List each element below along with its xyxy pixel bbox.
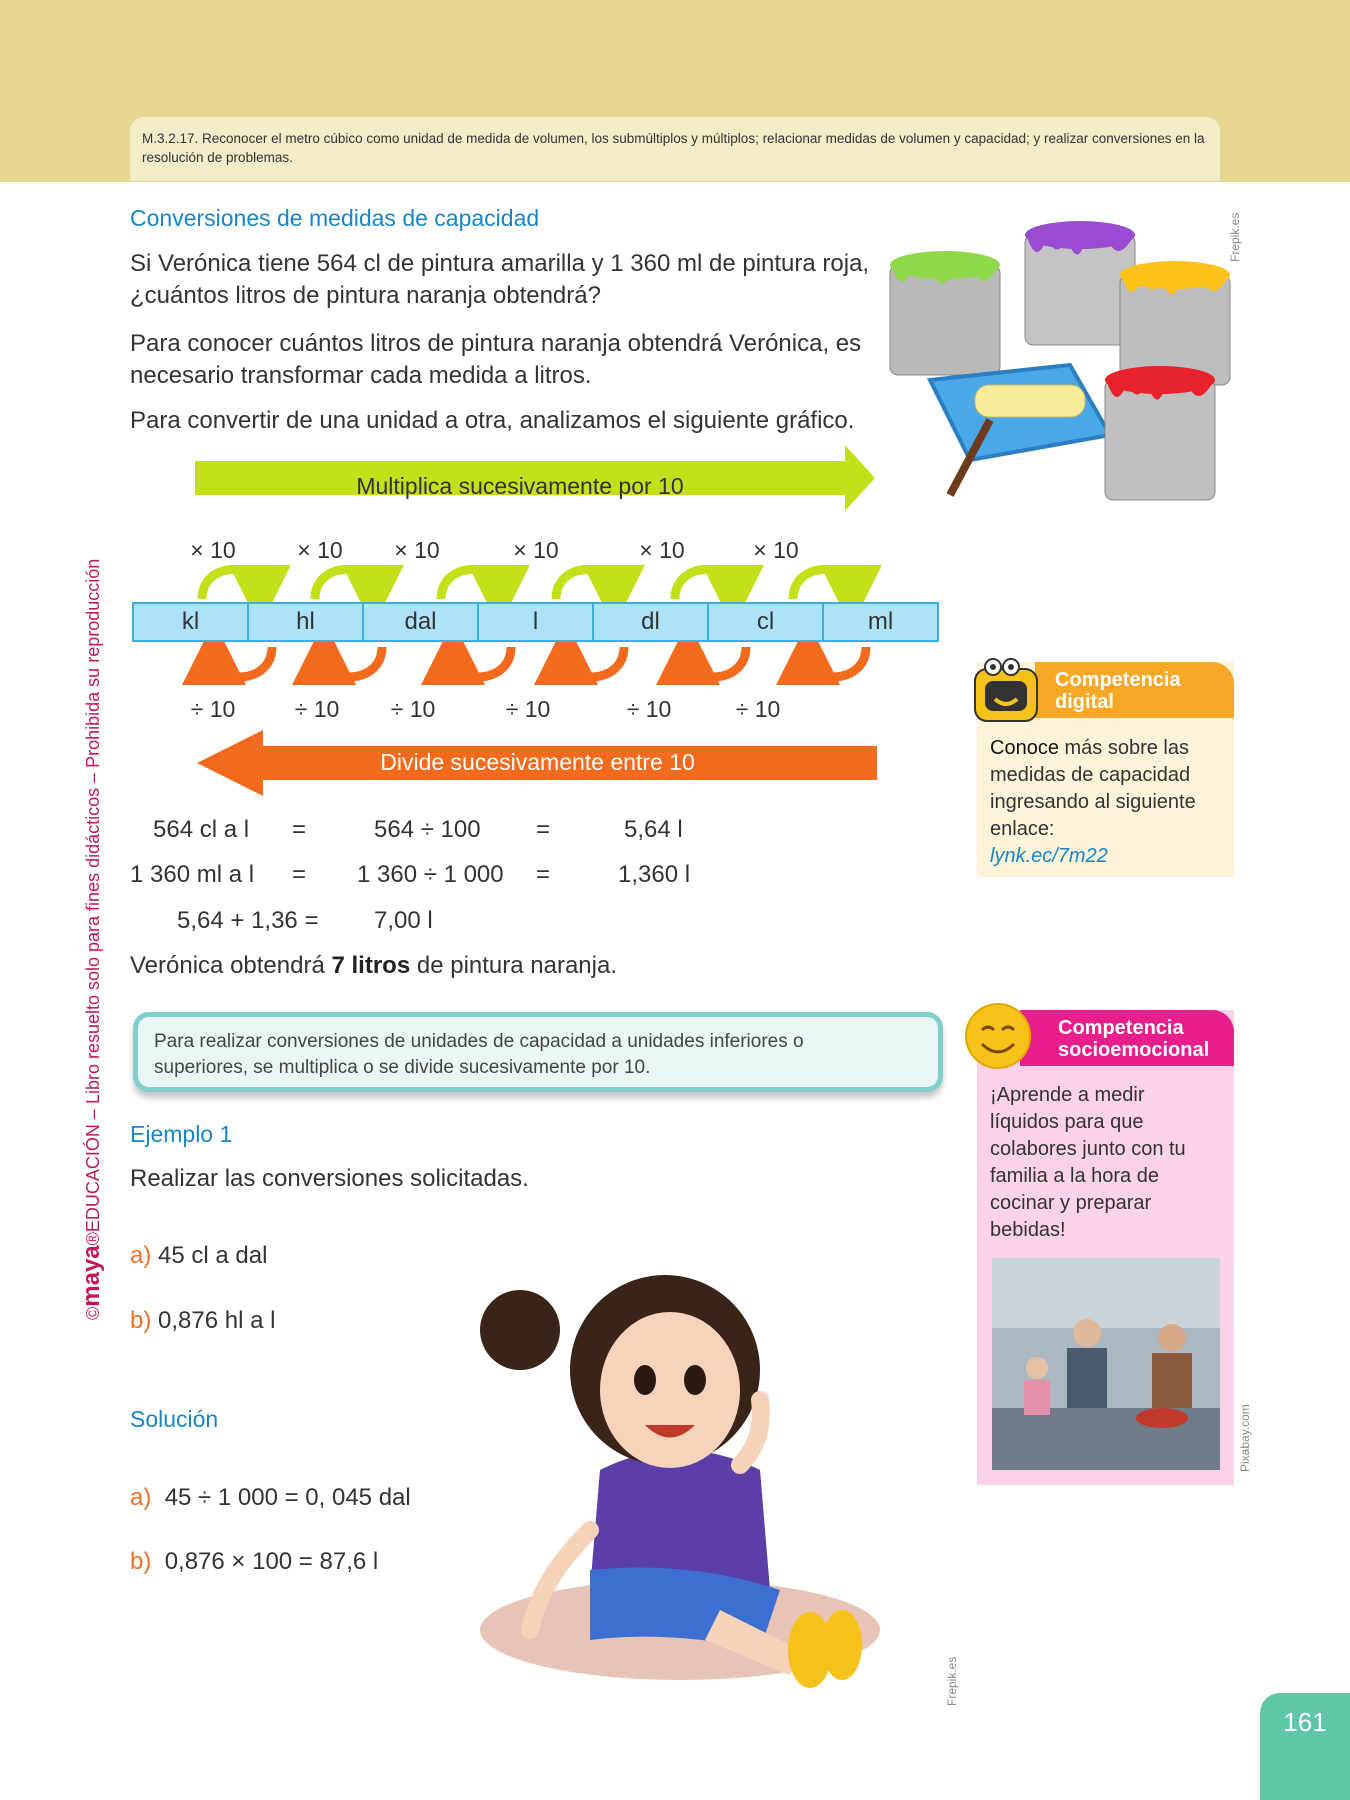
example-item-b <box>130 1305 275 1337</box>
green-paint-bucket <box>890 251 1000 375</box>
multiply-factor: × 10 <box>753 537 799 563</box>
explanation-line-2: necesario transformar cada medida a litros. <box>130 362 592 389</box>
explanation-line-1: Para conocer cuántos litros de pintura naranja obtendrá Verónica, es <box>130 330 862 357</box>
conclusion-bold: 7 litros <box>331 952 411 979</box>
copyright-symbol: © <box>83 1306 103 1320</box>
calc-2-equals: = <box>292 861 307 888</box>
digital-competence-body <box>990 735 1225 870</box>
solution-b <box>130 1546 378 1578</box>
unit-deciliter: dl <box>594 604 709 640</box>
yellow-paint-bucket <box>1120 261 1230 385</box>
rule-callout <box>133 1012 943 1092</box>
multiply-factor: × 10 <box>513 537 559 563</box>
paint-buckets-illustration <box>880 212 1260 515</box>
solution-letter: b) <box>130 1548 152 1575</box>
socioemotional-header <box>1020 1010 1234 1066</box>
solution-a <box>130 1482 411 1514</box>
digital-link[interactable]: lynk.ec/7m22 <box>990 845 1108 867</box>
girl-illustration <box>480 1250 900 1690</box>
divide-factor: ÷ 10 <box>294 696 340 722</box>
solution-text: 0,876 × 100 = 87,6 l <box>164 1548 379 1575</box>
digital-text: más sobre las medidas de capacidad ingresando al siguiente enlace: <box>990 737 1196 840</box>
example-title: Ejemplo 1 <box>130 1121 233 1147</box>
multiply-factor: × 10 <box>297 537 343 563</box>
example-item-a <box>130 1240 267 1272</box>
unit-centiliter: cl <box>709 604 824 640</box>
paint-image-credit: Frepik.es <box>1228 212 1242 262</box>
multiply-arrow-label: Multiplica sucesivamente por 10 <box>356 473 684 499</box>
kitchen-photo-credit: Pixabay.com <box>1238 1404 1252 1472</box>
unit-kiloliter: kl <box>134 604 249 640</box>
digital-bold: Conoce <box>990 737 1059 759</box>
copyright-sidebar <box>78 480 106 1320</box>
divide-factor: ÷ 10 <box>626 696 672 722</box>
calc-1-left: 564 cl a l <box>153 816 250 843</box>
socio-title-line-2: socioemocional <box>1058 1039 1210 1061</box>
item-text: 0,876 hl a l <box>158 1307 276 1334</box>
calc-2-middle: 1 360 ÷ 1 000 <box>357 861 504 888</box>
problem-text <box>130 248 890 312</box>
girl-image-credit: Frepik.es <box>945 1656 959 1706</box>
multiply-factor: × 10 <box>639 537 685 563</box>
divide-arrow-label: Divide sucesivamente entre 10 <box>380 749 695 775</box>
capacity-units-row <box>132 602 939 642</box>
example-instruction: Realizar las conversiones solicitadas. <box>130 1165 529 1192</box>
section-title: Conversiones de medidas de capacidad <box>130 205 540 231</box>
divide-factor: ÷ 10 <box>390 696 436 722</box>
solution-title: Solución <box>130 1406 219 1432</box>
digital-title-line-1: Competencia <box>1055 669 1181 691</box>
calc-3-result: 7,00 l <box>374 907 433 934</box>
problem-line-2: ¿cuántos litros de pintura naranja obtendrá? <box>130 282 601 309</box>
calc-1-result: 5,64 l <box>624 816 683 843</box>
calc-2-left: 1 360 ml a l <box>130 861 255 888</box>
graphic-intro: Para convertir de una unidad a otra, analizamos el siguiente gráfico. <box>130 407 855 434</box>
robot-mascot-icon <box>967 655 1047 730</box>
brand-logo: maya <box>78 1245 105 1307</box>
calc-2-result: 1,360 l <box>618 861 691 888</box>
conclusion-after: de pintura naranja. <box>410 952 617 979</box>
conclusion-text <box>130 950 617 982</box>
multiply-factor: × 10 <box>394 537 440 563</box>
item-letter: b) <box>130 1307 152 1334</box>
multiply-loops <box>202 569 851 599</box>
red-paint-bucket <box>1105 366 1215 500</box>
calc-2-equals: = <box>536 861 551 888</box>
calc-1-middle: 564 ÷ 100 <box>374 816 481 843</box>
digital-competence-header <box>1035 662 1234 718</box>
item-text: 45 cl a dal <box>158 1242 268 1269</box>
digital-title-line-2: digital <box>1055 691 1114 713</box>
problem-line-1: Si Verónica tiene 564 cl de pintura amarilla y 1 360 ml de pintura roja, <box>130 250 870 277</box>
divide-factor: ÷ 10 <box>505 696 551 722</box>
unit-hectoliter: hl <box>249 604 364 640</box>
rule-line-1: Para realizar conversiones de unidades de capacidad a unidades inferiores o <box>154 1031 804 1052</box>
socioemotional-body: ¡Aprende a medir líquidos para que colabores junto con tu familia a la hora de cocinar y preparar bebidas! <box>990 1084 1186 1241</box>
objective-box <box>130 117 1220 181</box>
smiley-face-icon <box>962 1000 1034 1072</box>
divide-factor: ÷ 10 <box>190 696 236 722</box>
socio-title-line-1: Competencia <box>1058 1017 1184 1039</box>
multiply-factor: × 10 <box>190 537 236 563</box>
rule-line-2: superiores, se multiplica o se divide sucesivamente por 10. <box>154 1057 651 1078</box>
calc-1-equals: = <box>536 816 551 843</box>
item-letter: a) <box>130 1242 152 1269</box>
unit-decaliter: dal <box>364 604 479 640</box>
unit-liter: l <box>479 604 594 640</box>
solution-text: 45 ÷ 1 000 = 0, 045 dal <box>164 1484 411 1511</box>
explanation-text <box>130 328 890 392</box>
divide-factor: ÷ 10 <box>735 696 781 722</box>
page-number: 161 <box>1260 1693 1350 1800</box>
conclusion-before: Verónica obtendrá <box>130 952 332 979</box>
calc-1-equals: = <box>292 816 307 843</box>
family-kitchen-photo <box>992 1258 1220 1470</box>
registered-symbol: ® <box>83 1232 103 1246</box>
unit-milliliter: ml <box>867 608 894 635</box>
paint-tray-and-roller <box>930 365 1110 495</box>
purple-paint-bucket <box>1025 221 1135 345</box>
solution-letter: a) <box>130 1484 152 1511</box>
sidebar-text: EDUCACIÓN – Libro resuelto solo para fines didácticos – Prohibida su reproducción <box>83 558 103 1233</box>
divide-loops <box>214 647 866 677</box>
objective-text: M.3.2.17. Reconocer el metro cúbico como unidad de medida de volumen, los submúltiplos y múltiplos; relacionar medidas de volumen y capacidad; y realizar conversiones en la resolución de problemas. <box>142 131 1205 165</box>
calc-3-sum: 5,64 + 1,36 = <box>177 907 319 934</box>
